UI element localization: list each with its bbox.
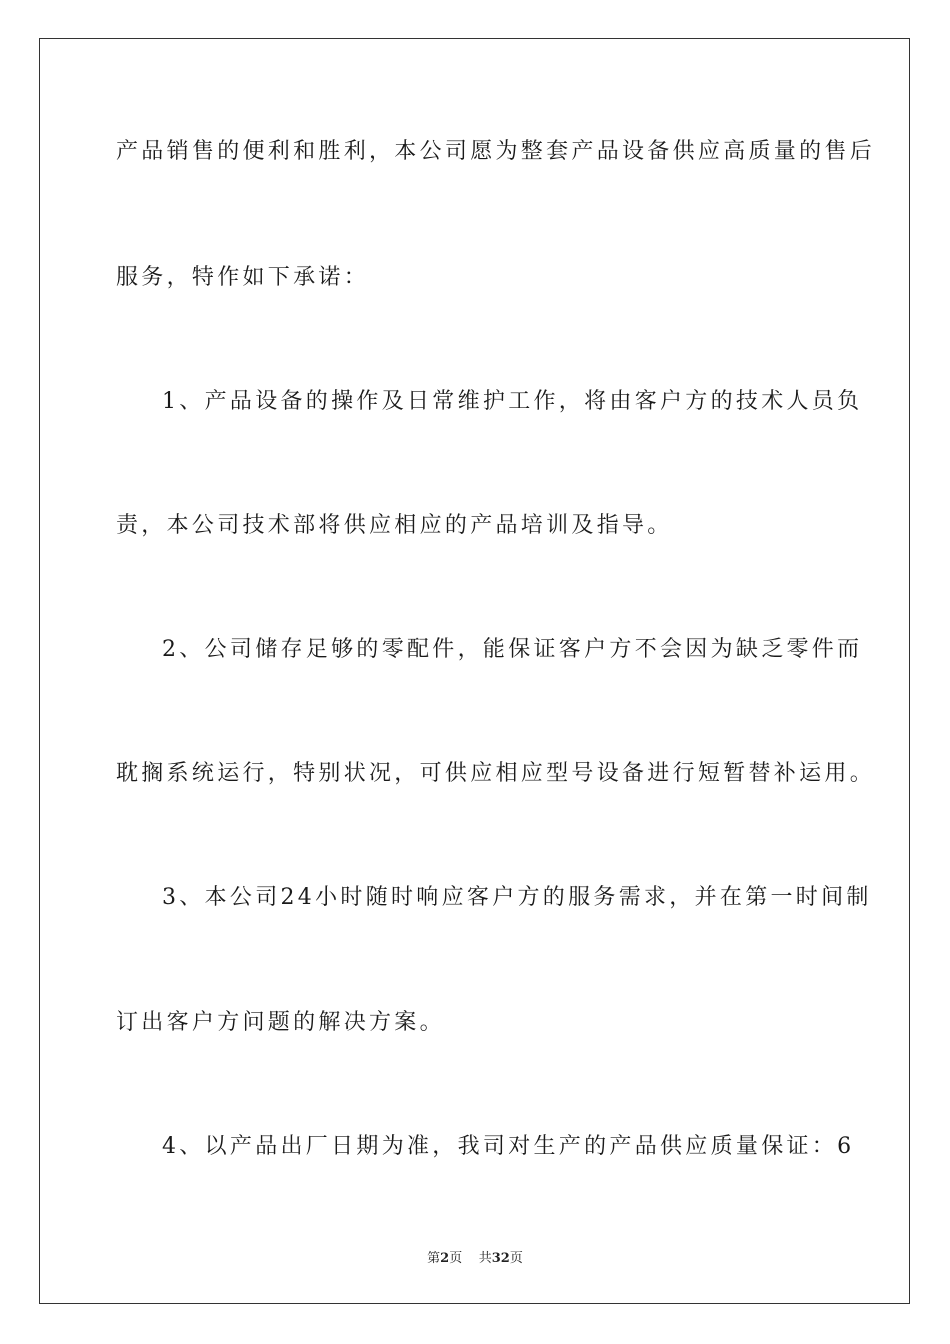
body-line-2: 服务，特作如下承诺： (116, 265, 370, 290)
page-footer (0, 1247, 950, 1266)
list-item-1-line-1: 1、产品设备的操作及日常维护工作，将由客户方的技术人员负 (162, 389, 863, 414)
page-frame (39, 38, 910, 1304)
total-prefix: 共 (478, 1251, 492, 1266)
page-prefix: 第 (427, 1251, 441, 1266)
page-suffix: 页 (449, 1251, 463, 1266)
list-item-3-line-1: 3、本公司24小时随时响应客户方的服务需求，并在第一时间制 (162, 885, 872, 910)
body-line-1: 产品销售的便利和胜利，本公司愿为整套产品设备供应高质量的售后 (116, 139, 876, 164)
total-pages: 32 (491, 1251, 510, 1266)
list-item-2-line-1: 2、公司储存足够的零配件，能保证客户方不会因为缺乏零件而 (162, 637, 863, 662)
list-item-1-line-2: 责，本公司技术部将供应相应的产品培训及指导。 (116, 513, 673, 538)
page-number: 2 (440, 1251, 450, 1266)
list-item-4-line-1: 4、以产品出厂日期为准，我司对生产的产品供应质量保证：6 (162, 1134, 855, 1159)
list-item-2-line-2: 耽搁系统运行，特别状况，可供应相应型号设备进行短暂替补运用。 (116, 761, 876, 786)
list-item-3-line-2: 订出客户方问题的解决方案。 (116, 1010, 445, 1035)
total-suffix: 页 (509, 1251, 523, 1266)
